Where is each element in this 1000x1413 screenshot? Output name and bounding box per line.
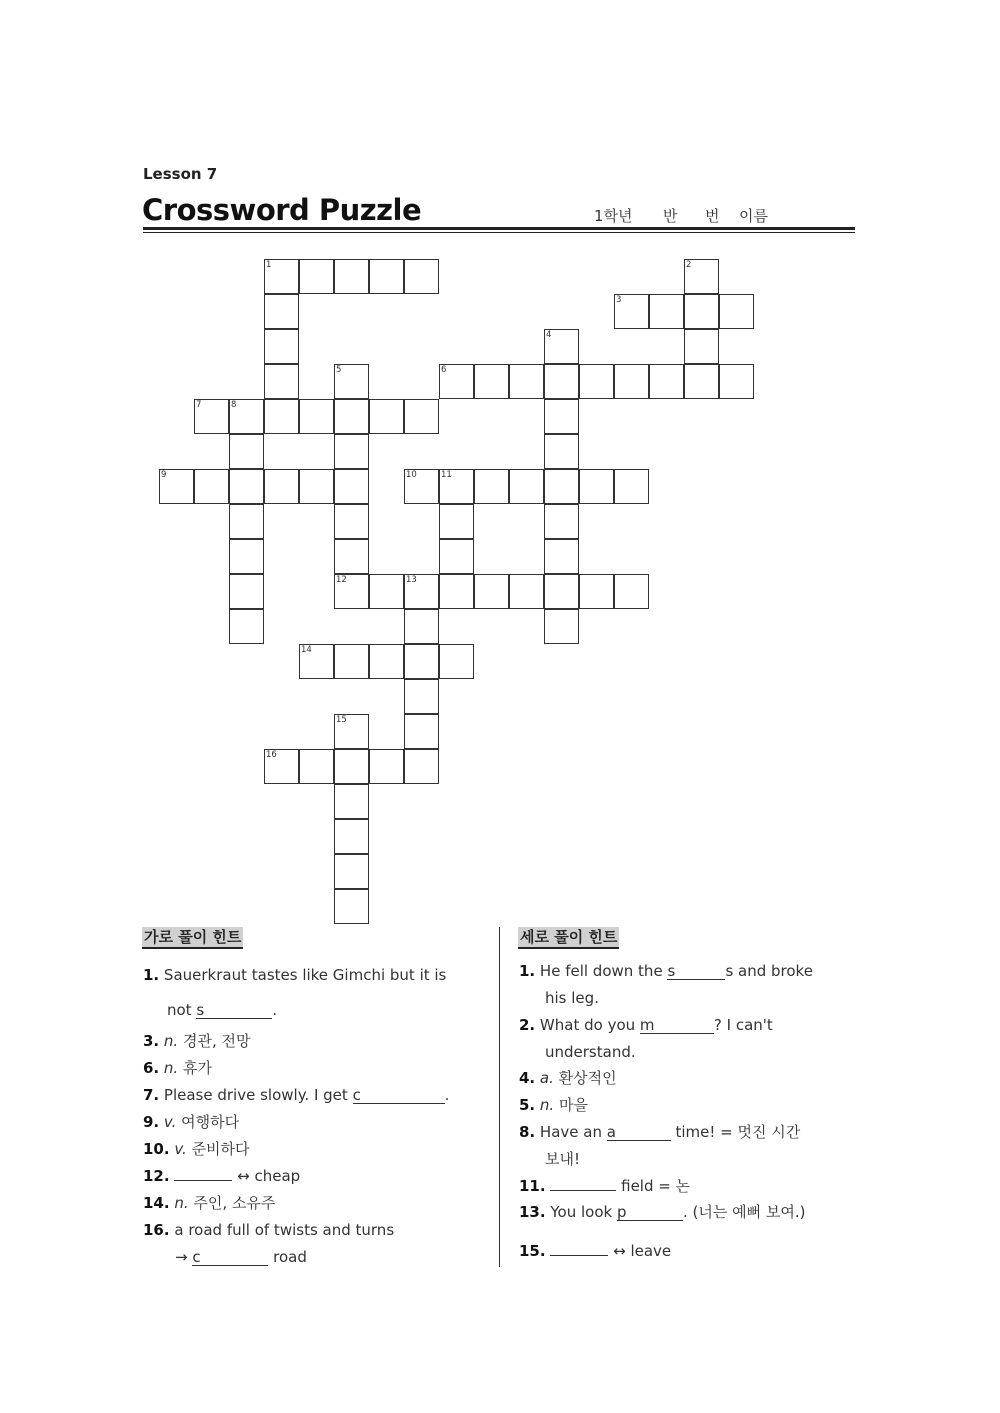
- grid-cell[interactable]: [684, 364, 719, 399]
- grid-cell[interactable]: [334, 434, 369, 469]
- grid-cell[interactable]: [684, 259, 719, 294]
- grid-cell[interactable]: [229, 609, 264, 644]
- grid-cell[interactable]: [719, 364, 754, 399]
- grid-cell[interactable]: [334, 784, 369, 819]
- down-clue-2: 2. What do you m ? I can't: [519, 1016, 773, 1034]
- across-clue-10: 10. v. 준비하다: [143, 1140, 250, 1158]
- grid-cell[interactable]: [264, 294, 299, 329]
- down-heading: 세로 풀이 힌트: [518, 927, 619, 949]
- grid-cell[interactable]: [334, 469, 369, 504]
- grid-cell[interactable]: [439, 644, 474, 679]
- across-clue-16-line2: → c road: [175, 1248, 307, 1266]
- class-label: 반: [663, 207, 678, 225]
- grid-cell[interactable]: [334, 259, 369, 294]
- grid-cell[interactable]: [404, 749, 439, 784]
- clue-number: 10: [406, 470, 417, 480]
- across-clue-6: 6. n. 휴가: [143, 1059, 212, 1077]
- grid-cell[interactable]: [229, 434, 264, 469]
- clue-number: 12: [336, 575, 347, 585]
- title-rule: [143, 227, 855, 230]
- clue-number: 7: [196, 400, 202, 410]
- grid-cell[interactable]: [439, 539, 474, 574]
- name-label: 이름: [739, 207, 768, 225]
- clue-number: 6: [441, 365, 447, 375]
- clue-number: 8: [231, 400, 237, 410]
- clue-number: 2: [686, 260, 692, 270]
- grid-cell[interactable]: [404, 399, 439, 434]
- grid-cell[interactable]: [334, 644, 369, 679]
- down-clue-1-line2: his leg.: [545, 989, 599, 1007]
- grid-cell[interactable]: [404, 714, 439, 749]
- grid-cell[interactable]: [229, 504, 264, 539]
- grid-cell[interactable]: [544, 364, 579, 399]
- grid-cell[interactable]: [264, 329, 299, 364]
- lesson-label: Lesson 7: [143, 165, 218, 183]
- grid-cell[interactable]: [264, 399, 299, 434]
- down-clue-5: 5. n. 마을: [519, 1096, 588, 1114]
- clue-number: 1: [266, 260, 272, 270]
- across-clue-1-line2: not s .: [167, 1001, 278, 1019]
- grid-cell[interactable]: [194, 469, 229, 504]
- grid-cell[interactable]: [404, 469, 439, 504]
- grid-cell[interactable]: [229, 469, 264, 504]
- grid-cell[interactable]: [614, 364, 649, 399]
- grid-cell[interactable]: [439, 364, 474, 399]
- across-clue-9: 9. v. 여행하다: [143, 1113, 240, 1131]
- grid-cell[interactable]: [264, 364, 299, 399]
- clue-number: 9: [161, 470, 167, 480]
- grid-cell[interactable]: [159, 469, 194, 504]
- grid-cell[interactable]: [369, 574, 404, 609]
- across-clue-7: 7. Please drive slowly. I get c .: [143, 1086, 450, 1104]
- grid-cell[interactable]: [684, 329, 719, 364]
- grid-cell[interactable]: [649, 364, 684, 399]
- grid-cell[interactable]: [194, 399, 229, 434]
- grid-cell[interactable]: [614, 469, 649, 504]
- across-clue-1: 1. Sauerkraut tastes like Gimchi but it is: [143, 966, 447, 984]
- down-clue-2-line2: understand.: [545, 1043, 636, 1061]
- grid-cell[interactable]: [264, 259, 299, 294]
- grid-cell[interactable]: [299, 259, 334, 294]
- clue-number: 11: [441, 470, 452, 480]
- grid-cell[interactable]: [404, 259, 439, 294]
- clue-number: 4: [546, 330, 552, 340]
- grid-cell[interactable]: [509, 364, 544, 399]
- grid-cell[interactable]: [334, 504, 369, 539]
- grid-cell[interactable]: [579, 469, 614, 504]
- grid-cell[interactable]: [334, 889, 369, 924]
- clue-number: 16: [266, 750, 277, 760]
- grid-cell[interactable]: [684, 294, 719, 329]
- grid-cell[interactable]: [474, 364, 509, 399]
- across-clue-16: 16. a road full of twists and turns: [143, 1221, 395, 1239]
- grid-cell[interactable]: [299, 469, 334, 504]
- grid-cell[interactable]: [474, 469, 509, 504]
- down-clue-4: 4. a. 환상적인: [519, 1069, 617, 1087]
- clue-number: 14: [301, 645, 312, 655]
- grid-cell[interactable]: [264, 749, 299, 784]
- grid-cell[interactable]: [299, 749, 334, 784]
- grid-cell[interactable]: [544, 329, 579, 364]
- grid-cell[interactable]: [509, 469, 544, 504]
- grid-cell[interactable]: [369, 644, 404, 679]
- page-title: Crossword Puzzle: [142, 193, 422, 227]
- grid-cell[interactable]: [579, 574, 614, 609]
- grid-cell[interactable]: [404, 574, 439, 609]
- grade-label: 1학년: [594, 207, 633, 225]
- down-clue-15: 15. ↔ leave: [519, 1242, 672, 1260]
- answer-blank[interactable]: [550, 1190, 616, 1191]
- grid-cell[interactable]: [334, 819, 369, 854]
- number-label: 번: [705, 207, 720, 225]
- grid-cell[interactable]: [334, 364, 369, 399]
- grid-cell[interactable]: [544, 609, 579, 644]
- grid-cell[interactable]: [334, 399, 369, 434]
- answer-blank[interactable]: s: [667, 963, 725, 980]
- grid-cell[interactable]: [334, 854, 369, 889]
- grid-cell[interactable]: [579, 364, 614, 399]
- grid-cell[interactable]: [509, 574, 544, 609]
- grid-cell[interactable]: [229, 399, 264, 434]
- grid-cell[interactable]: [439, 469, 474, 504]
- grid-cell[interactable]: [439, 504, 474, 539]
- grid-cell[interactable]: [369, 399, 404, 434]
- clue-number: 3: [616, 295, 622, 305]
- answer-blank[interactable]: c: [192, 1249, 268, 1266]
- grid-cell[interactable]: [369, 749, 404, 784]
- answer-blank[interactable]: a: [607, 1124, 671, 1141]
- clue-number: 13: [406, 575, 417, 585]
- grid-cell[interactable]: [334, 714, 369, 749]
- down-clue-1: 1. He fell down the s s and broke: [519, 962, 813, 980]
- title-rule-thin: [143, 232, 855, 233]
- column-divider: [499, 927, 500, 1267]
- grid-cell[interactable]: [614, 574, 649, 609]
- answer-blank[interactable]: p: [617, 1204, 683, 1221]
- grid-cell[interactable]: [334, 539, 369, 574]
- grid-cell[interactable]: [334, 749, 369, 784]
- grid-cell[interactable]: [649, 294, 684, 329]
- clue-number: 15: [336, 715, 347, 725]
- answer-blank[interactable]: c: [353, 1087, 445, 1104]
- grid-cell[interactable]: [614, 294, 649, 329]
- across-clue-3: 3. n. 경관, 전망: [143, 1032, 251, 1050]
- grid-cell[interactable]: [544, 399, 579, 434]
- grid-cell[interactable]: [544, 469, 579, 504]
- answer-blank[interactable]: [174, 1180, 232, 1181]
- across-clue-14: 14. n. 주인, 소유주: [143, 1194, 276, 1212]
- down-clue-8: 8. Have an a time! = 멋진 시간: [519, 1123, 801, 1141]
- grid-cell[interactable]: [544, 539, 579, 574]
- clue-number: 5: [336, 365, 342, 375]
- grid-cell[interactable]: [299, 399, 334, 434]
- across-clue-12: 12. ↔ cheap: [143, 1167, 301, 1185]
- grid-cell[interactable]: [264, 469, 299, 504]
- grid-cell[interactable]: [544, 574, 579, 609]
- answer-blank[interactable]: s: [196, 1002, 272, 1019]
- grid-cell[interactable]: [404, 609, 439, 644]
- grid-cell[interactable]: [719, 294, 754, 329]
- grid-cell[interactable]: [439, 574, 474, 609]
- grid-cell[interactable]: [474, 574, 509, 609]
- down-clue-13: 13. You look p . (너는 예뻐 보여.): [519, 1203, 806, 1221]
- down-clue-8-line2: 보내!: [545, 1150, 580, 1168]
- grid-cell[interactable]: [334, 574, 369, 609]
- grid-cell[interactable]: [544, 434, 579, 469]
- grid-cell[interactable]: [229, 574, 264, 609]
- answer-blank[interactable]: [550, 1255, 608, 1256]
- grid-cell[interactable]: [299, 644, 334, 679]
- grid-cell[interactable]: [544, 504, 579, 539]
- answer-blank[interactable]: m: [640, 1017, 714, 1034]
- grid-cell[interactable]: [404, 644, 439, 679]
- grid-cell[interactable]: [369, 259, 404, 294]
- across-heading: 가로 풀이 힌트: [142, 927, 243, 949]
- grid-cell[interactable]: [404, 679, 439, 714]
- grid-cell[interactable]: [229, 539, 264, 574]
- down-clue-11: 11. field = 논: [519, 1177, 691, 1195]
